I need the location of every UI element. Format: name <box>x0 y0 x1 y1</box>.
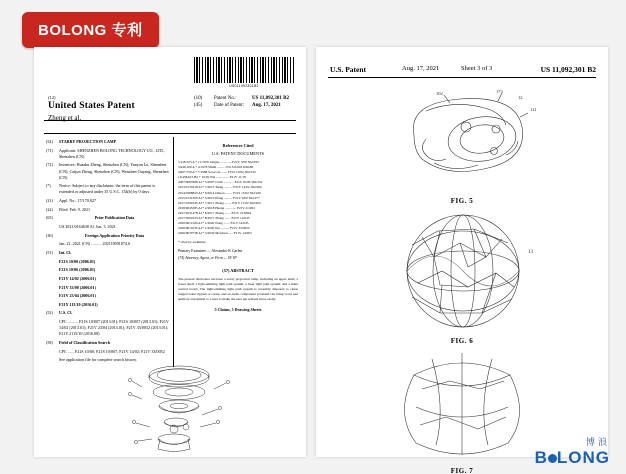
abstract-heading: (57) ABSTRACT <box>222 268 254 274</box>
references-subheading: U.S. PATENT DOCUMENTS <box>211 151 265 157</box>
field-applicant: Applicant: SHENZHEN BOLONG TECHNOLOGY CO., LTD., Shenzhen (CN) <box>59 147 166 159</box>
patent-front-page-sheet <box>34 47 306 457</box>
sheet-header-office: U.S. Patent <box>330 65 367 74</box>
reference-row: 3,940,100 A * 4/1978 Smith .......... F21S 6/002 D26/86 <box>178 164 254 169</box>
svg-text:102: 102 <box>436 91 443 96</box>
cited-by-examiner-note: * cited by examiner <box>178 239 206 244</box>
watermark-en-text <box>535 449 610 466</box>
header-divider-bottom <box>44 133 296 134</box>
reference-row: 2013/0170218 A1* 7/2013 Tseng .......... F21V 14/02 362/284 <box>178 185 262 190</box>
svg-text:13: 13 <box>528 250 533 255</box>
reference-row: 2017/0261633 A1* 8/2017 Zhang ....... F21V 14/045 <box>178 216 250 221</box>
reference-row: 2020/0079738 A1* 3/2020 Morrison ..... F21V 14/003 <box>178 231 252 236</box>
reference-row: 4,807,759 A * 7/1988 Sorocore ....... F21S 10/02 362/232 <box>178 170 256 175</box>
patent-number-block <box>194 95 298 110</box>
int-cl-entry: F21S 10/00 (2006.01) <box>59 258 96 264</box>
patent-no-key: (10) <box>194 96 203 101</box>
reference-row: 2007/0097688 A1* 5/2007 Clark ............ F21S 10/06 362/232 <box>178 180 263 185</box>
front-page-figure <box>114 365 244 453</box>
reference-row: 3,158,323 A * 11/1976 Zeigler ............. F21V 3/00 362/293 <box>178 159 259 164</box>
field-code: (71) <box>46 147 53 153</box>
reference-row: 2014/0268843 A1* 9/2014 Olsson ........ F21S 13/02 362/240 <box>178 190 261 195</box>
reference-row: 2020/0011633 A1* 1/2020 Wu .......... F21V 33/0052 <box>178 226 250 231</box>
field-int-cl: Int. Cl. <box>59 249 72 255</box>
claims-sheets-line: 5 Claims, 3 Drawing Sheets <box>214 306 262 312</box>
patent-date-key: (45) <box>194 103 203 109</box>
field-code: (*) <box>46 183 51 189</box>
svg-text:173: 173 <box>496 89 503 94</box>
watermark-en-suffix: LONG <box>556 448 610 467</box>
bibliographic-column <box>46 139 170 366</box>
int-cl-entry: F21S 10/06 (2006.01) <box>59 267 96 273</box>
svg-text:121: 121 <box>530 107 537 112</box>
patent-title-block <box>48 95 188 122</box>
abstract-text: The present disclosure encloses a starry projection lamp, including an upper shell, a lower shell, a light-emitting light path system, a laser light path system, and a main control board. The light-emitting light path system is rotatably disposed to cause ranged water ripples or rotate, and an audio component provided can bring vocal and auditory enjoyment to a user to make the user get relaxed more easily. <box>178 276 298 301</box>
figure-6-caption: FIG. 6 <box>450 337 474 345</box>
patent-doc-kind-number: (12) <box>48 95 56 100</box>
barcode-icon <box>194 57 294 83</box>
figure-5-drawing <box>374 89 554 194</box>
sheet-header-date: Aug. 17, 2021 <box>402 65 440 72</box>
reference-row: 2020/0011500 A1* 1/2020 Wang ....... F21V 14/045 <box>178 221 249 226</box>
header-divider-top <box>44 120 296 121</box>
int-cl-entry: F21Y 115/10 (2016.01) <box>59 301 98 307</box>
int-cl-entry: F21V 14/02 (2006.01) <box>59 275 96 281</box>
exploded-assembly-drawing <box>114 365 244 453</box>
patent-inventor-line: Zheng et al. <box>48 114 82 122</box>
sheet-header-sheet-count: Sheet 3 of 3 <box>461 65 493 72</box>
field-title: STARRY PROJECTION LAMP <box>59 139 117 144</box>
patent-no-label: Patent No.: <box>214 96 237 101</box>
column-divider <box>173 137 174 367</box>
field-search-heading: Field of Classification Search <box>59 340 110 346</box>
reference-row: 2018/0045385 A1* 2/2018 Huang ............. F21V 21/002 <box>178 205 255 210</box>
watermark-cn-text: 博浪 <box>585 437 610 447</box>
watermark <box>535 435 610 466</box>
reference-row: 2017/0231478 A1* 8/2017 Zhang ....... F21V 21/0824 <box>178 210 252 215</box>
field-code: (65) <box>46 215 53 221</box>
field-code: (30) <box>46 232 53 238</box>
reference-row: 2015/0131300 A1* 5/2015 Pfaug .......... F21V 9/00 362/277 <box>178 195 260 200</box>
references-list <box>178 160 298 237</box>
figure-7-caption: FIG. 7 <box>450 467 474 474</box>
svg-text:12: 12 <box>518 95 523 100</box>
field-foreign-priority-value: Jan. 21, 2021 (CN) .......... 202110091074.6 <box>59 241 131 247</box>
field-code: (22) <box>46 206 53 212</box>
attorney-line: (74) Attorney, Agent, or Firm — SV IP <box>178 256 237 261</box>
reference-row: 10,458,610 B2 * 10/20 Wei ............... F21V 11/18 <box>178 175 246 180</box>
brand-badge: BOLONG 专利 <box>22 12 159 48</box>
references-column <box>178 139 298 313</box>
field-code: (51) <box>46 249 53 255</box>
barcode-label: US011092301B2 <box>229 84 259 88</box>
field-code: (52) <box>46 310 53 316</box>
field-notice: Notice: Subject to any disclaimer, the term of this patent is extended or adjusted under 35 U.S.C. 154(b) by 0 days. <box>59 183 156 195</box>
patent-no-value: US 11,092,301 B2 <box>252 96 289 101</box>
field-code: (21) <box>46 198 53 204</box>
references-heading: References Cited <box>222 143 254 148</box>
field-search-cpc: CPC ...... F21S 10/00; F21S 10/007; F21V 14/02; F21V 33/0052 <box>59 348 165 354</box>
patent-date-label: Date of Patent: <box>214 103 244 109</box>
int-cl-entry: F21V 23/04 (2006.01) <box>59 293 96 299</box>
watermark-dot-icon <box>548 454 557 463</box>
field-us-cl: U.S. Cl. <box>59 310 73 316</box>
primary-examiner-line: Primary Examiner — Alexander K Garlen <box>178 248 243 253</box>
int-cl-entry: F21V 33/00 (2006.01) <box>59 284 96 290</box>
patent-date-value: Aug. 17, 2021 <box>252 103 281 109</box>
field-appl-no: Appl. No.: 17/170,927 <box>59 198 96 204</box>
field-code: (72) <box>46 162 53 168</box>
figure-5-caption: FIG. 5 <box>450 197 474 205</box>
reference-row: 2017/0191645 A1* 7/2017 Zhang ........ F21V 17/02 362/294 <box>178 200 261 205</box>
watermark-en-prefix: B <box>534 448 548 467</box>
field-prior-pub-value: US 2021/0164638 A1 Jun. 3, 2021 <box>59 224 116 230</box>
field-code: (58) <box>46 340 53 346</box>
field-search-history: See application file for complete search history. <box>59 357 138 363</box>
field-filed: Filed: Feb. 9, 2021 <box>59 206 91 212</box>
field-prior-pub-heading: Prior Publication Data <box>94 215 135 221</box>
field-code: (54) <box>46 139 53 144</box>
us-cl-entry: CPC .......... F21S 10/007 (2013.01); F21S 10/007 (2013.01); F21V 14/02 (2013.01); F21V 23/04 (2013.01); F21V 33/0052 (2013.01); F21Y 2115/10 (2016.08) <box>59 319 169 337</box>
sheet-header-patent-number: US 11,092,301 B2 <box>540 65 596 74</box>
figure-6-drawing <box>378 213 548 331</box>
figure-7-drawing <box>392 351 532 463</box>
sheet-header-divider <box>328 77 596 78</box>
patent-office-title: United States Patent <box>48 101 135 111</box>
field-foreign-priority-heading: Foreign Application Priority Data <box>84 232 145 238</box>
field-inventors: Inventors: Huazhu Zheng, Shenzhen (CN); Yunyan Lu, Shenzhen (CN); Caijun Zheng, Shenzhen (CN); Wenzhen Ouyang, Shenzhen (CN) <box>59 162 169 180</box>
